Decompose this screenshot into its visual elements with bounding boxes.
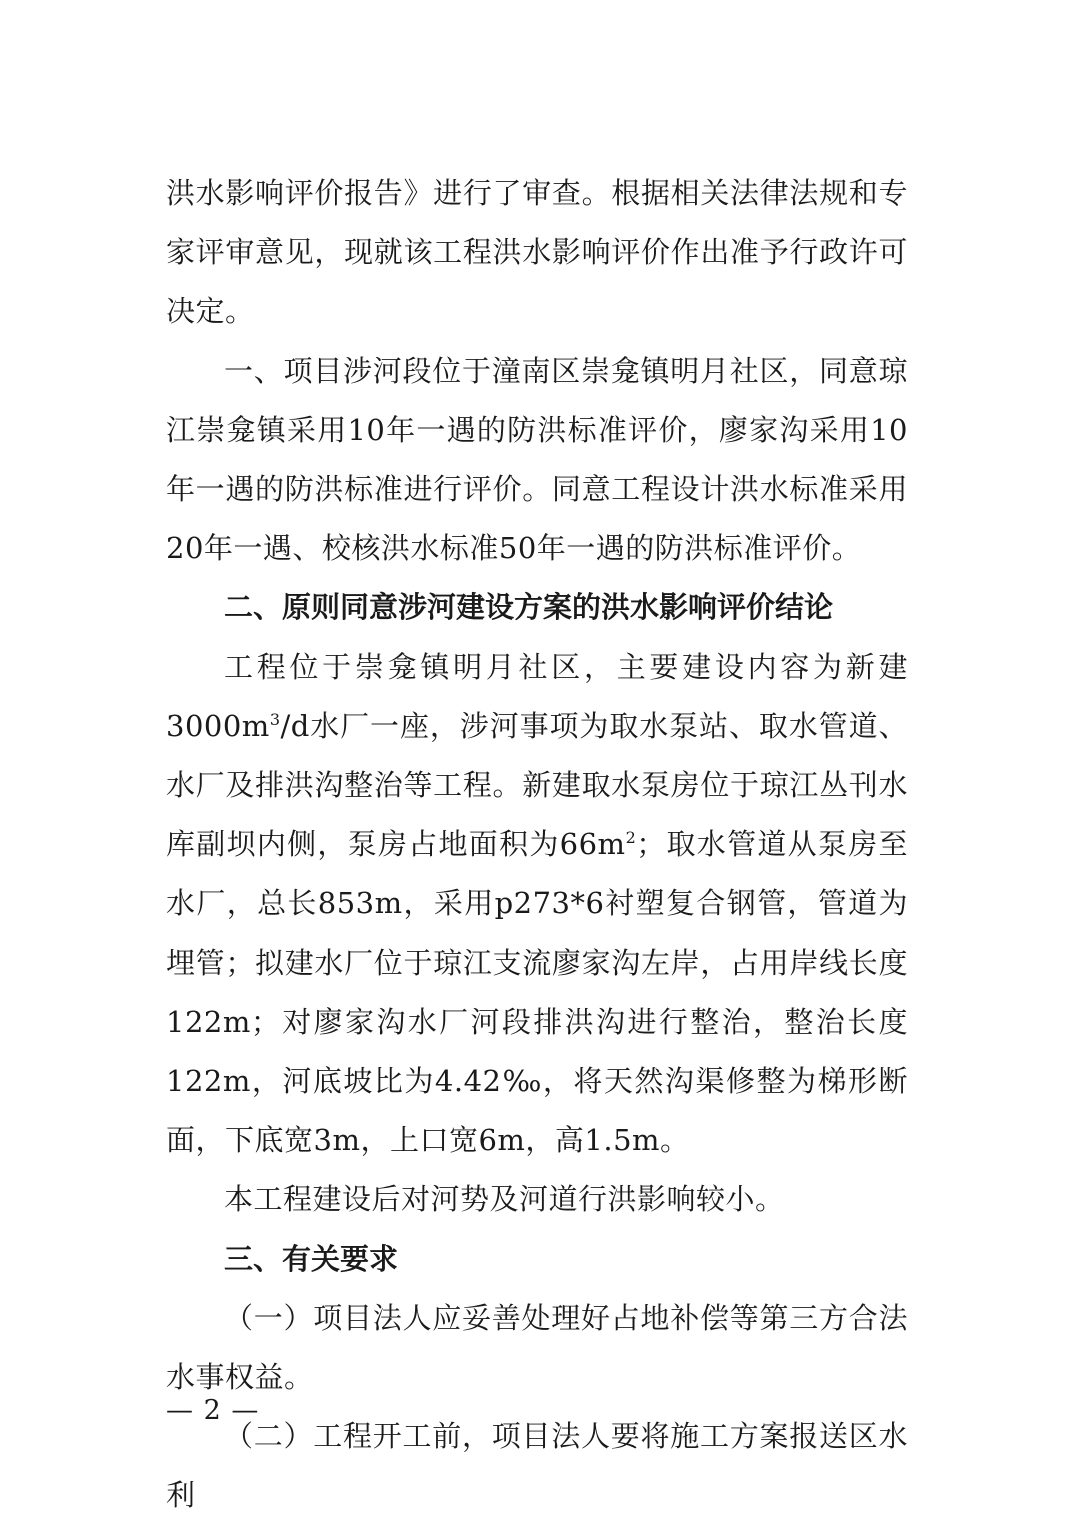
paragraph-requirement-2: （二）工程开工前，项目法人要将施工方案报送区水利 (166, 1419, 908, 1513)
paragraph-requirement-1: （一）项目法人应妥善处理好占地补偿等第三方合法水事权益。 (166, 1300, 908, 1395)
document-body (166, 164, 908, 1526)
project-description-part-1: 工程位于崇龛镇明月社区，主要建设内容为新建3000m (166, 649, 908, 743)
paragraph-flood-standard: 一、项目涉河段位于潼南区崇龛镇明月社区，同意琼江崇龛镇采用10年一遇的防洪标准评价，廖家沟采用10年一遇的防洪标准进行评价。同意工程设计洪水标准采用20年一遇、校核洪水标准50年一遇的防洪标准评价。 (166, 353, 908, 566)
page-number: — 2 — (166, 1395, 260, 1426)
superscript-3: 3 (269, 709, 281, 729)
section-heading-2: 二、原则同意涉河建设方案的洪水影响评价结论 (224, 590, 834, 625)
project-description-part-3: ；取水管道从泵房至水厂，总长853m，采用p273*6衬塑复合钢管，管道为埋管；拟建水厂位于琼江支流廖家沟左岸，占用岸线长度122m；对廖家沟水厂河段排洪沟进行整治，整治长度122m，河底坡比为4.42‰，将天然沟渠修整为梯形断面，下底宽3m，上口宽6m，高1.5m。 (166, 827, 908, 1158)
paragraph-review-decision: 洪水影响评价报告》进行了审查。根据相关法律法规和专家评审意见，现就该工程洪水影响评价作出准予行政许可决定。 (166, 176, 908, 329)
superscript-2: 2 (625, 828, 637, 848)
section-heading-3: 三、有关要求 (224, 1241, 399, 1276)
project-description-part-2: /d水厂一座，涉河事项为取水泵站、取水管道、水厂及排洪沟整治等工程。新建取水泵房位于琼江丛刊水库副坝内侧，泵房占地面积为66m (166, 708, 908, 862)
paragraph-project-description (166, 638, 908, 1171)
paragraph-impact-conclusion: 本工程建设后对河势及河道行洪影响较小。 (224, 1182, 785, 1217)
